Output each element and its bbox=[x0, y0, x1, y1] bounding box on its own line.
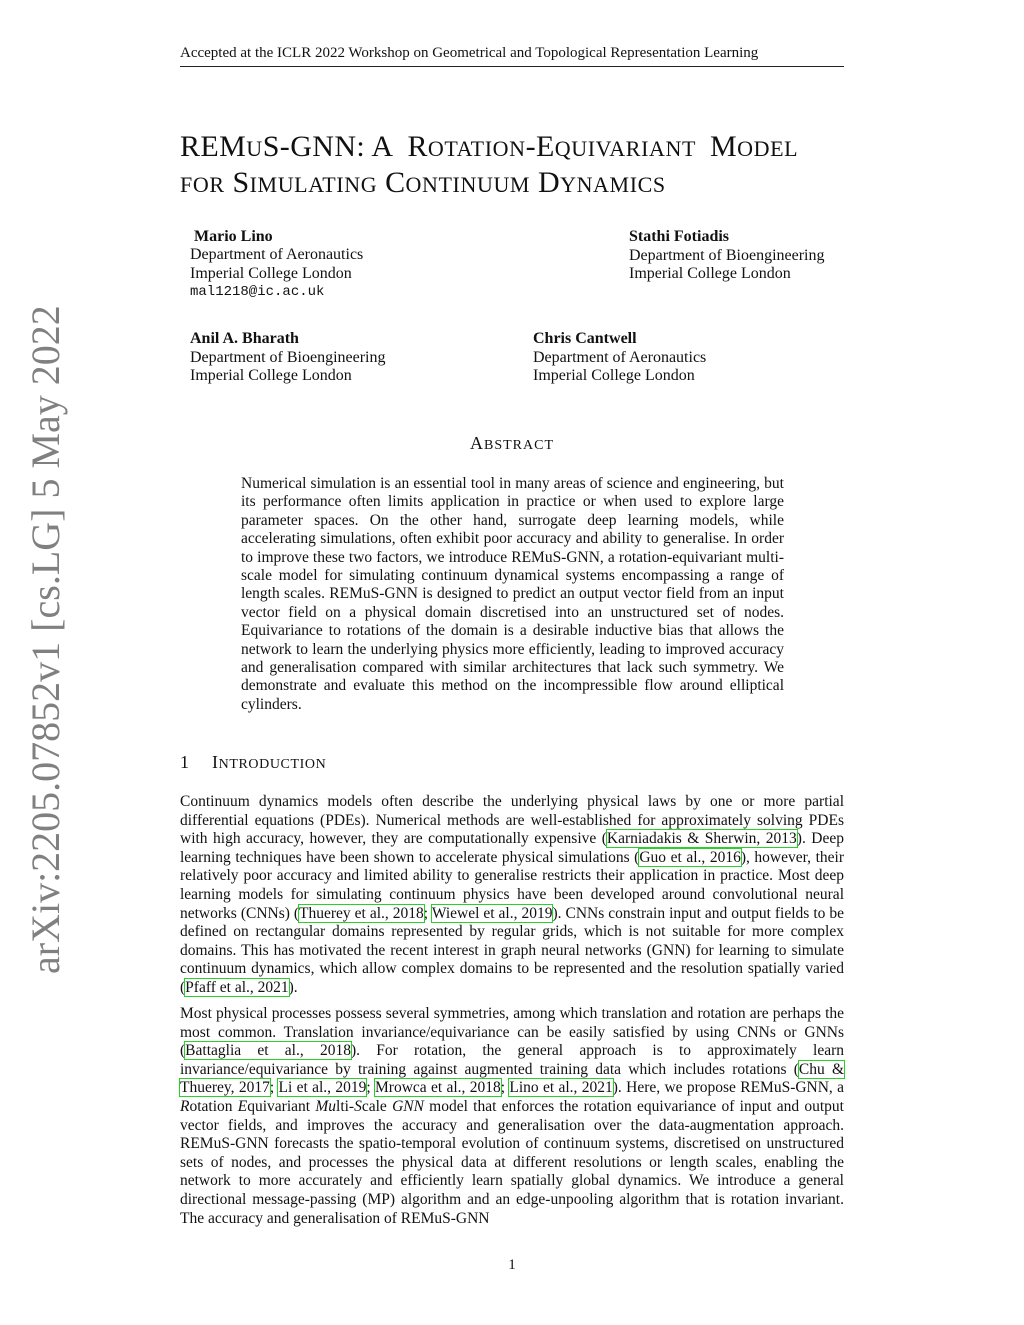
section-number: 1 bbox=[180, 752, 190, 772]
author-dept: Department of Aeronautics bbox=[190, 246, 364, 263]
author-affiliation bbox=[190, 246, 363, 302]
paper-title bbox=[180, 130, 850, 202]
title-line-1: REMUS-GNN: A ROTATION-EQUIVARIANT MODEL bbox=[180, 130, 799, 163]
author-name: Mario Lino bbox=[194, 228, 273, 245]
page-number: 1 bbox=[508, 1257, 516, 1273]
intro-paragraph-2: Most physical processes possess several symmetries, among which translation and rotation are perhaps the most common. Translation invariance/equivariance can be easily satisfied by using CNNs or GNNs (Battaglia et al., 2018). For rotation, the general approach is to approximately learn invariance/equivariance by training against augmented training data which includes rotations (Chu & Thuerey, 2017; Li et al., 2019; Mrowca et al., 2018; Lino et al., 2021). Here, we propose REMuS-GNN, a Rotation Equivariant Multi-Scale GNN model that enforces the rotation equivariance of input and output vector fields, and improves the accuracy and generalisation over the data-augmentation approach. REMuS-GNN forecasts the spatio-temporal evolution of continuum systems, discretised on unstructured sets of nodes, and processes the physical data at different resolutions or length scales, enabling the network to more accurately and efficiently learn spatially global dynamics. We introduce a general directional message-passing (MP) algorithm and an edge-unpooling algorithm that is rotation invariant. The accuracy and generalisation of REMuS-GNN bbox=[180, 1005, 845, 1227]
citation-link[interactable]: Karniadakis & Sherwin, 2013 bbox=[606, 830, 797, 848]
author-email[interactable]: mal1218@ic.ac.uk bbox=[190, 284, 325, 300]
citation-link[interactable]: Lino et al., 2021 bbox=[509, 1079, 613, 1097]
citation-link[interactable]: Thuerey et al., 2018 bbox=[299, 904, 424, 922]
author-inst: Imperial College London bbox=[190, 264, 352, 282]
intro-paragraph-1: Continuum dynamics models often describe the underlying physical laws by one or more partial differential equations (PDEs). Numerical methods are well-established for approximately solving PDEs with high accuracy, however, they are computationally expensive (Karniadakis & Sherwin, 2013). Deep learning techniques have been shown to accelerate physical simulations (Guo et al., 2016), however, their relatively poor accuracy and limited ability to generalise restricts their application in practice. Most deep learning models for simulating continuum physics have been developed around convolutional neural networks (CNNs) (Thuerey et al., 2018; Wiewel et al., 2019). CNNs constrain input and output fields to be defined on rectangular domains represented by regular grids, which is not suitable for more complex domains. This has motivated the recent interest in graph neural networks (GNN) for learning to simulate continuum dynamics, which allow complex domains to be represented and the resolution spatially varied (Pfaff et al., 2021). bbox=[180, 793, 844, 996]
author-inst: Imperial College London bbox=[533, 367, 695, 384]
citation-link[interactable]: Guo et al., 2016 bbox=[639, 848, 741, 866]
author-block bbox=[533, 330, 706, 386]
citation-link[interactable]: Battaglia et al., 2018 bbox=[185, 1042, 351, 1060]
section-title: INTRODUCTION bbox=[212, 752, 327, 772]
author-name: Chris Cantwell bbox=[533, 330, 637, 347]
author-block bbox=[194, 228, 273, 247]
section-heading bbox=[180, 751, 326, 776]
citation-link[interactable]: Wiewel et al., 2019 bbox=[431, 904, 553, 922]
abstract-heading: ABSTRACT bbox=[469, 433, 554, 453]
running-header: Accepted at the ICLR 2022 Workshop on Geometrical and Topological Representation Learning bbox=[180, 43, 844, 67]
citation-link[interactable]: Mrowca et al., 2018 bbox=[375, 1079, 501, 1097]
abstract-text: Numerical simulation is an essential tool in many areas of science and engineering, but its performance often limits application in practice or when used to explore large parameter spaces. On the other hand, surrogate deep learning models, while accelerating simulations, often exhibit poor accuracy and ability to generalise. In order to improve these two factors, we introduce REMuS-GNN, a rotation-equivariant multi-scale model for simulating continuum dynamical systems encompassing a range of length scales. REMuS-GNN is designed to predict an output vector field from an input vector field on a physical domain discretised into an unstructured set of nodes. Equivariance to rotations of the domain is a desirable inductive bias that allows the network to learn the underlying physics more efficiently, leading to improved accuracy and generalisation compared with similar architectures that lack such symmetry. We demonstrate and evaluate this method on the incompressible flow around elliptical cylinders. bbox=[241, 475, 784, 713]
arxiv-stamp: arXiv:2205.07852v1 [cs.LG] 5 May 2022 bbox=[23, 305, 68, 975]
author-inst: Imperial College London bbox=[190, 367, 352, 384]
author-dept: Department of Aeronautics bbox=[533, 348, 707, 366]
author-block bbox=[629, 228, 825, 284]
citation-link[interactable]: Pfaff et al., 2021 bbox=[185, 978, 289, 996]
author-name: Stathi Fotiadis bbox=[629, 228, 730, 245]
citation-link[interactable]: Li et al., 2019 bbox=[278, 1079, 367, 1097]
title-line-2: FOR SIMULATING CONTINUUM DYNAMICS bbox=[180, 166, 666, 199]
author-name: Anil A. Bharath bbox=[190, 330, 299, 347]
author-dept: Department of Bioengineering bbox=[629, 246, 825, 264]
author-block bbox=[190, 330, 386, 386]
citation-link[interactable]: Chu & Thuerey, 2017 bbox=[180, 1060, 844, 1097]
author-dept: Department of Bioengineering bbox=[190, 348, 386, 366]
author-inst: Imperial College London bbox=[629, 265, 791, 282]
